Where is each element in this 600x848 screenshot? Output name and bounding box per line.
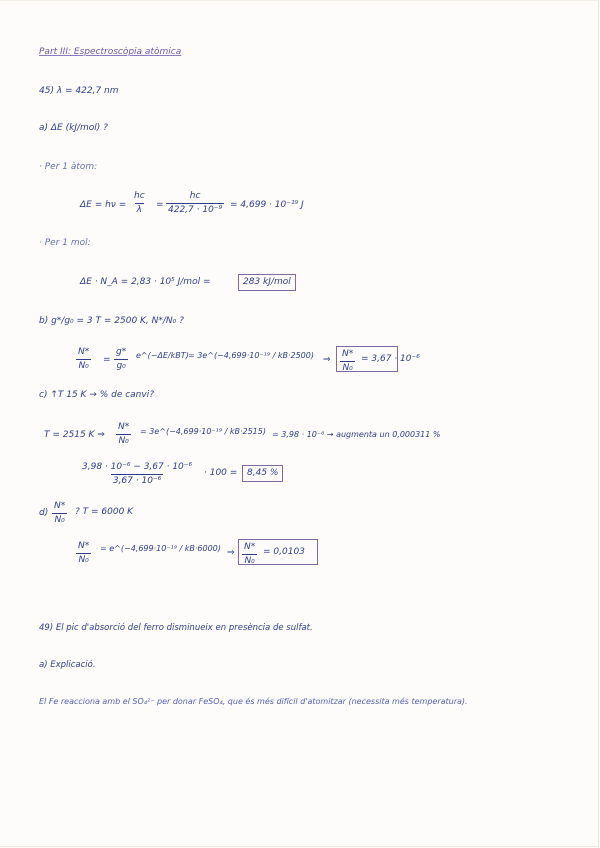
eq-b-substitution: = 3e^(−4,699·10⁻¹⁹ / kB·2500) xyxy=(188,351,314,360)
fraction-numerator: hc xyxy=(189,191,201,201)
fraction-denominator: N₀ xyxy=(54,515,65,525)
fraction-denominator: N₀ xyxy=(244,556,255,566)
page-title: Part III: Espectroscòpia atòmica xyxy=(39,47,182,57)
q49a-label: a) Explicació. xyxy=(39,660,96,670)
implies-arrow: ⇒ xyxy=(323,355,331,365)
fraction-denominator: N₀ xyxy=(78,361,89,371)
eq1-lhs: ΔE = hν = xyxy=(80,200,127,210)
q45d-label-prefix: d) xyxy=(39,508,49,518)
fraction-n-ratio xyxy=(76,542,91,565)
answer-box-c: 8,45 % xyxy=(242,465,283,482)
fraction-numerator: g* xyxy=(116,347,127,357)
fraction-numerator: N* xyxy=(54,501,66,511)
answer-box-d xyxy=(238,539,318,565)
fraction-hc-lambda xyxy=(132,192,147,215)
q45b-label: b) g*/g₀ = 3 T = 2500 K, N*/N₀ ? xyxy=(39,316,184,326)
implies-arrow: ⇒ xyxy=(227,548,235,558)
eq-c-result: = 3,98 · 10⁻⁶ → augmenta un 0,000311 % xyxy=(272,430,441,439)
fraction-n-ratio xyxy=(52,502,67,525)
q45a-label: a) ΔE (kJ/mol) ? xyxy=(39,123,108,133)
per-mol-label: · Per 1 mol: xyxy=(39,238,91,248)
fraction-numerator: N* xyxy=(78,541,90,551)
eq2-expression: ΔE · N_A = 2,83 · 10⁵ J/mol = xyxy=(80,277,211,287)
q45-heading: 45) λ = 422,7 nm xyxy=(39,86,119,96)
answer-value-b: = 3,67 · 10⁻⁶ xyxy=(361,354,420,364)
q49-answer: El Fe reacciona amb el SO₄²⁻ per donar FeSO₄, que és més difícil d'atomitzar (necessita més temperatura). xyxy=(39,697,468,706)
fraction-denominator: N₀ xyxy=(342,363,353,373)
answer-box-a: 283 kJ/mol xyxy=(238,274,296,291)
fraction-n-ratio xyxy=(76,348,91,371)
q49-heading: 49) El pic d'absorció del ferro disminueix en presència de sulfat. xyxy=(39,623,313,633)
fraction-denominator: λ xyxy=(136,205,142,215)
eq-b-equals: = xyxy=(103,355,111,365)
fraction-n-ratio xyxy=(242,543,257,566)
fraction-n-ratio xyxy=(116,423,131,446)
per-atom-label: · Per 1 àtom: xyxy=(39,162,98,172)
fraction-denominator: 422,7 · 10⁻⁹ xyxy=(168,205,223,215)
fraction-numerator: N* xyxy=(78,347,90,357)
eq-c-substitution: = 3e^(−4,699·10⁻¹⁹ / kB·2515) xyxy=(140,427,266,436)
fraction-denominator: N₀ xyxy=(118,436,129,446)
eq1-result: = 4,699 · 10⁻¹⁹ J xyxy=(230,200,304,210)
eq-c-times-100: · 100 = xyxy=(204,468,238,478)
q45d-label-suffix: ? T = 6000 K xyxy=(75,507,134,517)
fraction-numerator: N* xyxy=(244,542,256,552)
eq1-equals: = xyxy=(156,200,164,210)
fraction-denominator: g₀ xyxy=(116,361,126,371)
fraction-hc-wavelength xyxy=(166,192,224,215)
fraction-denominator: N₀ xyxy=(78,555,89,565)
fraction-percent-change xyxy=(80,463,194,486)
q45c-label: c) ↑T 15 K → % de canvi? xyxy=(39,390,154,400)
fraction-numerator: N* xyxy=(342,349,354,359)
fraction-numerator: 3,98 · 10⁻⁶ − 3,67 · 10⁻⁶ xyxy=(82,462,193,472)
eq-d-expression: = e^(−4,699·10⁻¹⁹ / kB·6000) xyxy=(100,544,221,553)
fraction-denominator: 3,67 · 10⁻⁶ xyxy=(112,476,162,486)
answer-value-d: = 0,0103 xyxy=(263,547,305,557)
fraction-n-ratio xyxy=(340,350,355,373)
answer-box-b xyxy=(336,346,420,373)
fraction-numerator: N* xyxy=(118,422,130,432)
fraction-numerator: hc xyxy=(134,191,145,201)
boltzmann-exponent: e^(−ΔE/kBT) xyxy=(136,351,189,360)
fraction-g-ratio xyxy=(114,348,128,371)
eq-c-lhs: T = 2515 K ⇒ xyxy=(44,430,105,440)
